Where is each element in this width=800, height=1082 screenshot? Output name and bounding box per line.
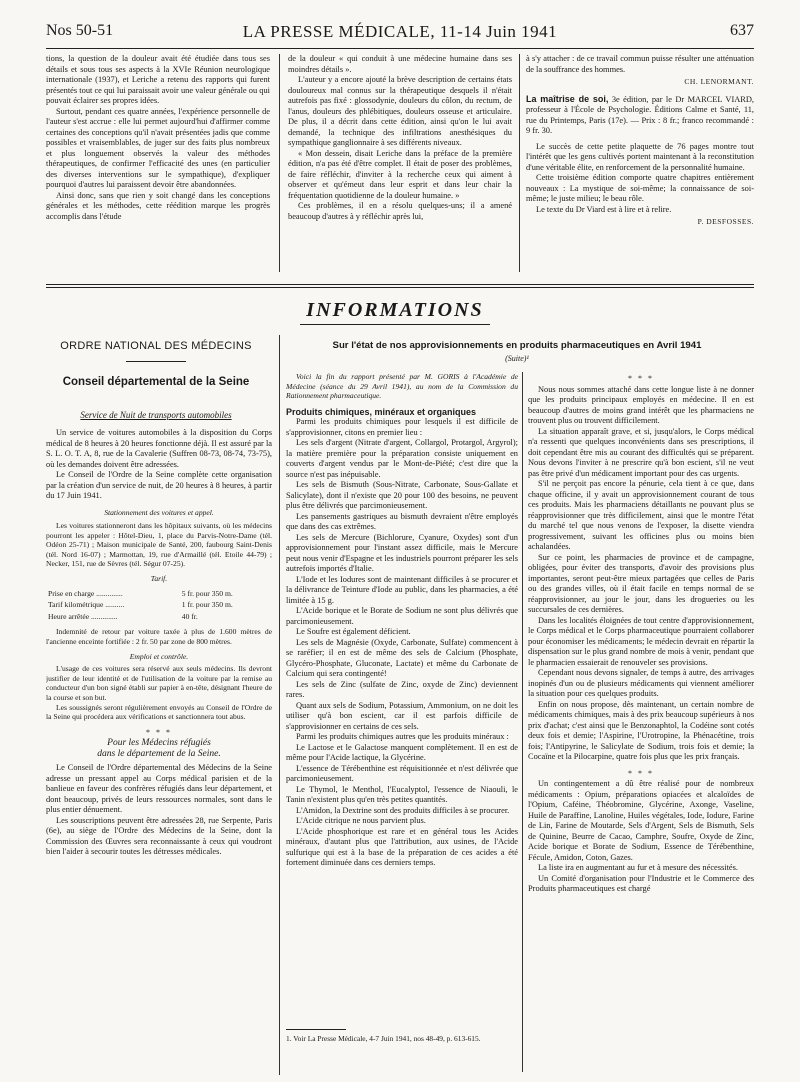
paragraph: L'auteur y a encore ajouté la brève description de certains états douloureux mal connus sur la thérapeutique desquels il n'était autrefois pas fixé : glossodynie, douleurs du côlon, du rectum, de l'anus, douleurs des phlébitiques, douleurs osseuse et articulaire. De plus, il a décrit dans cette édition, ainsi qu'on le lui avait demandé, la technique des infiltrations anesthésiques du sympathique ganglionnaire à ses différents niveaux. [288,75,512,147]
tarif-value: 40 fr. [181,611,198,621]
article-subhead: Produits chimiques, minéraux et organiques [286,406,477,417]
subsection-title: Emploi et contrôle. [129,651,189,661]
paragraph: Nous nous sommes attaché dans cette longue liste à ne donner que les produits principaux employés en médecine. Il en est beaucoup d'autres de moins grand intérêt que les pharmaciens ne trouvent plus ou trouvent difficilement. [528,384,754,425]
book-title: La maîtrise de soi, [526,93,609,104]
paragraph: L'Acide borique et le Borate de Sodium ne sont plus délivrés que parcimonieusement. [286,606,518,626]
paragraph: La liste ira en augmentant au fur et à mesure des nécessités. [538,863,738,872]
paragraph: L'Amidon, la Dextrine sont des produits difficiles à se procurer. [296,805,510,815]
tarif-value: 1 fr. pour 350 m. [181,600,233,610]
paragraph: Le Conseil de l'Ordre départemental des Médecins de la Seine adresse un pressant appel au Corps médical parisien et de la banlieue en faveur des confrères réfugiés dans leur département, et dont beaucoup, privés de leurs ressources normales, sont dans le plus entier dénuement. [46,763,272,815]
top-column-3 [526,54,754,274]
paragraph: Cette troisième édition comporte quatre chapitres entièrement nouveaux : La mystique de soi-même; la connaissance de soi-même; le juste milieu; le beau rôle. [526,173,754,203]
paragraph: Indemnité de retour par voiture taxée à plus de 1.600 mètres de l'ancienne enceinte fortifiée : 2 fr. 50 par zone de 800 mètres. [46,627,272,647]
top-column-2 [288,54,512,274]
column-divider [519,54,520,272]
left-column [46,428,272,1078]
paragraph: Les pansements gastriques au bismuth devraient n'être employés que dans des cas extrêmes. [286,511,518,532]
divider [126,361,186,362]
paragraph: Les sels de Bismuth (Sous-Nitrate, Carbonate, Sous-Gallate et Salicylate), dont il n'existe que 20 pour 100 des besoins, ne peuvent plus être délivrés que parcimonieusement. [286,480,518,511]
paragraph: Le Lactose et le Galactose manquent complètement. Il en est de même pour l'Acide lactique, la Glycérine. [286,742,518,763]
column-divider [279,54,280,272]
paragraph: Un contingentement a dû être réalisé pour de nombreux médicaments : Opium, préparations opiacées et alcaloïdes de l'Opium, Caféine, Théobromine, Glycérine, Axonge, Vaseline, Huile de Paraffine, Lanoline, Huiles végétales, Iode, Iodure, Farine de Lin, Farine de Moutarde, Sels d'Argent, Sels de Bismuth, Sels de Quinine, Beurre de Cacao, Camphre, Soufre, Oxyde de Zinc, Acide borique et Borate de Sodium, Essence de Térébenthine, Fécule, Amidon, Coton, Gazes. [528,779,754,862]
article-column-2 [528,372,754,1077]
issue-number: Nos 50-51 [46,22,114,39]
paragraph: Quant aux sels de Sodium, Potassium, Ammonium, on ne doit les utiliser qu'à bon escient, car il est parfois difficile de s'approvisionner en certains de ces sels. [286,700,518,731]
footnote-rule [286,1029,346,1030]
book-review-heading [526,94,754,137]
paragraph: Les voitures stationneront dans les hôpitaux suivants, où les médecins pourront les appeler : Hôtel-Dieu, 1, place du Parvis-Notre-Dame (tél. Odéon 25-71) ; Maison municipale de Santé, 200, faubourg Saint-Denis (tél. Nord 16-07) ; Marmottan, 19, rue d'Armaillé (tél. Etoile 44-79) ; Necker, 151, rue de Sèvres (tél. Ségur 07-25). [46,521,272,569]
article-column-1 [286,372,518,1027]
paragraph: Les sels d'argent (Nitrate d'argent, Collargol, Protargol, Argyrol); la matière première pour la préparation consiste uniquement en couverts d'argent vendus par le Mont-de-Piété; c'est dire que la source n'est pas inépuisable. [286,438,518,479]
paragraph: de la douleur « qui conduit à une médecine humaine dans ses moindres détails ». [288,54,512,74]
signature: CH. LENORMANT. [684,77,754,86]
paragraph: La situation apparaît grave, et si, jusqu'alors, le Corps médical n'a ressenti que quelques inconvénients dans ses prescriptions, il doit cependant être mis au courant des difficultés qui se préparent. Nous devons l'inviter à ne prescrire qu'à bon escient, s'il ne veut pas être privé d'un médicament important pour des cas urgents. [528,426,754,478]
tarif-label: Heure arrêtée .............. [48,611,118,621]
paragraph: Parmi les produits chimiques pour lesquels il est difficile de s'approvisionner, citons en premier lieu : [286,417,518,437]
section-rule [46,284,754,285]
separator-stars: * * * [628,768,654,778]
journal-title: LA PRESSE MÉDICALE, 11-14 Juin 1941 [242,22,558,41]
paragraph: L'Iode et les Iodures sont de maintenant difficiles à se procurer et la délivrance de Teinture d'Iode au public, dans les pharmacies, a été limitée à 15 g. [286,574,518,605]
subsection-title: Stationnement des voitures et appel. [104,507,214,517]
paragraph: Le Thymol, le Menthol, l'Eucalyptol, l'essence de Niaouli, le Tanin n'existent plus qu'en très petites quantités. [286,784,518,805]
paragraph: Cependant nous devons signaler, de temps à autre, des arrivages inopinés d'un ou de plusieurs médicaments qui viennent améliorer la situation pour ces quelques produits. [528,668,754,698]
paragraph: Les souscriptions peuvent être adressées 28, rue Serpente, Paris (6e), au siège de l'Ordre des Médecins de la Seine, dont la Commission des Œuvres sera reconnaissante à ceux qui voudront bien l'aider à secourir toutes les détresses médicales. [46,815,272,857]
page-header [46,22,754,46]
footnote: 1. Voir La Presse Médicale, 4-7 Juin 1941, nos 48-49, p. 613-615. [286,1034,481,1043]
tarif-label: Tarif kilométrique .......... [48,600,125,610]
paragraph: Un service de voitures automobiles à la disposition du Corps médical de 8 heures à 20 heures fonctionne déjà. Il est assuré par la S. L. O. T. A, 8, rue de la Cavalerie (Suffren 08-73, 08-74, 73-75), où les demandes doivent être adressées. [46,428,272,469]
paragraph: Sur ce point, les pharmacies de province et de campagne, obligées, pour éviter des transports, d'avoir des provisions plus importantes, seront peut-être mieux partagées que celles de Paris ou des grandes villes, où il était facile en temps normal de se réapprovisionner, au jour le jour, dans les drogueries ou les succursales de ces dernières. [528,552,754,614]
column-divider [522,372,523,1072]
paragraph: tions, la question de la douleur avait été étudiée dans tous ses détails et sous tous ses aspects à la XVIe Réunion neurologique internationale (1937), et Leriche a retenu des rapports qui furent présentés tout ce qui lui paraissait avoir une valeur générale ou qui pouvait éclairer ses propres idées. [46,54,270,105]
paragraph: Le texte du Dr Viard est à lire et à relire. [536,204,672,214]
signature: P. DESFOSSES. [697,217,754,226]
paragraph: Les sels de Magnésie (Oxyde, Carbonate, Sulfate) commencent à se raréfier; il en est de même des sels de Calcium (Phosphate, Glycéro-Phosphate, Gluconate, Lactate) et même du Carbonate de Calcium qui sera contingenté! [286,637,518,679]
paragraph: Ainsi donc, sans que rien y soit changé dans les conceptions générales et les méthodes, cette réédition marque les progrès accomplis dans l'étude [46,190,270,221]
subsection-title: Tarif. [150,574,168,584]
column-divider [279,335,280,1075]
paragraph: Les sels de Mercure (Bichlorure, Cyanure, Oxydes) sont d'un approvisionnement pour l'instant assez difficile, mais le Mercure peut nous venir d'Espagne et les industriels pourront préparer les sels autrefois importés d'Italie. [286,532,518,574]
separator-stars: * * * [628,374,654,383]
paragraph: S'il ne perçoit pas encore la pénurie, cela tient à ce que, dans chaque officine, il y avait un approvisionnement courant de tous ces produits. Mais les pharmaciens détaillants ne pouvant plus se réapprovisionner que très difficilement, ainsi que le montre l'état du marché tel que nous venons de l'exposer, la disette viendra progressivement, suivant les officines plus ou moins bien achalandées. [528,479,754,551]
refugies-title: Pour les Médecins réfugiés [107,738,211,749]
paragraph: Le Soufre est également déficient. [296,627,411,637]
paragraph: Les sels de Zinc (sulfate de Zinc, oxyde de Zinc) deviennent rares. [286,679,518,700]
paragraph: Ces problèmes, il en a résolu quelques-uns; il a amené beaucoup d'autres à y réfléchir après lui, [288,201,512,221]
paragraph: Parmi les produits chimiques autres que les produits minéraux : [296,732,509,742]
informations-title: INFORMATIONS [300,299,490,325]
paragraph: « Mon dessein, disait Leriche dans la préface de la première édition, n'a pas été d'être complet. Il était de poser des problèmes, de faire réfléchir, d'inviter à la recherche ceux qui aiment à observer et qu'émeut dans leur esprit et dans leur chair la fréquentation quotidienne de la douleur humaine. » [288,148,512,200]
table-row [48,589,270,599]
table-row [48,600,270,610]
article-title: Sur l'état de nos approvisionnements en produits pharmaceutiques en Avril 1941 [332,340,702,351]
tarif-table [46,587,272,624]
paragraph: Les soussignés seront régulièrement envoyés au Conseil de l'Ordre de la Seine qui procédera aux vérifications et sanctionnera tout abus. [46,702,272,722]
paragraph: L'Acide citrique ne nous parvient plus. [296,816,426,826]
header-rule [46,48,754,49]
paragraph: Enfin on nous propose, dès maintenant, un certain nombre de médicaments chimiques, mais à des prix beaucoup supérieurs à nos prix d'achat; c'est ainsi que le Benzonaphtol, la Codéine sont cotés deux fois et demie; l'Aspirine, l'Urotropine, la Phénacétine, trois fois; l'Antipyrine, le Salicylate de Sodium, trois fois et demie; la Cocaïne et la Pilocarpine, quatre fois plus que les prix français. [528,699,754,761]
paragraph: Le Conseil de l'Ordre de la Seine complète cette organisation par la création d'un service de nuit, de 20 heures à 8 heures, à partir du 17 Juin 1941. [46,470,272,500]
paragraph: Dans les localités éloignées de tout centre d'approvisionnement, le Corps médical et le Corps pharmaceutique pourraient collaborer pour économiser les médicaments; le médecin devrait en répartir la dispensation sur le plus grand nombre de mois à venir, pendant que le pharmacien essaierait de renouveler ses provisions. [528,615,754,667]
paragraph: L'usage de ces voitures sera réservé aux seuls médecins. Ils devront justifier de leur identité et de l'utilisation de la voiture par la remise au conducteur d'un bon signé établi sur papier à en-tête, désignant l'heure de la course et son but. [46,664,272,702]
tarif-label: Prise en charge .............. [48,588,123,598]
paragraph: à s'y attacher : de ce travail commun puisse résulter une atténuation de la souffrance des hommes. [526,54,754,74]
page-number: 637 [730,22,754,39]
conseil-title: Conseil départemental de la Seine [62,376,250,388]
section-rule [46,287,754,288]
article-intro: Voici la fin du rapport présenté par M. GORIS à l'Académie de Médecine (séance du 29 Avril 1941), au nom de la Commission du Rationnement pharmaceutique. [286,372,518,401]
book-reference: 3e édition, par le Dr MARCEL VIARD, professeur à l'École de Psychologie. Éditions Calme et Santé, 11, rue du Printemps, Paris (17e). — Prix : 8 fr.; franco recommandé : 9 fr. 30. [526,94,754,135]
paragraph: Un Comité d'organisation pour l'Industrie et le Commerce des Produits pharmaceutiques est chargé [528,873,754,893]
refugies-subtitle: dans le département de la Seine. [97,748,221,759]
paragraph: Surtout, pendant ces quatre années, l'expérience personnelle de l'auteur s'est accrue : elle lui permet aujourd'hui d'affirmer comme certaines des conceptions qu'il n'avait présentées jadis que comme possibles et vraisemblables, de juger sur des faits plus nombreux et plus longuement observés la valeur des méthodes thérapeutiques, de confirmer l'efficacité des unes (en particulier des diverses interventions sur le sympathique), d'expliquer pourquoi d'autres lui paraissent devoir être abandonnées. [46,106,270,189]
paragraph: L'essence de Térébenthine est réquisitionnée et n'est délivrée que parcimonieusement. [286,763,518,784]
article-suite: (Suite)¹ [505,354,529,363]
table-row [48,612,270,622]
top-column-1 [46,54,270,274]
service-title: Service de Nuit de transports automobiles [80,410,232,420]
section-title: ORDRE NATIONAL DES MÉDECINS [60,340,252,352]
paragraph: L'Acide phosphorique est rare et en général tous les Acides minéraux, d'autant plus que l'attribution, aux usines, de l'Acide sulfurique qui est à la base de la préparation de ces acides a été fortement diminuée dans ces derniers temps. [286,826,518,868]
paragraph: Le succès de cette petite plaquette de 76 pages montre tout l'intérêt que les gens cultivés portent maintenant à la reconstitution d'une véritable élite, en renforcement de la personnalité humaine. [526,141,754,172]
tarif-value: 5 fr. pour 350 m. [181,588,233,598]
separator-stars: * * * [146,727,172,737]
